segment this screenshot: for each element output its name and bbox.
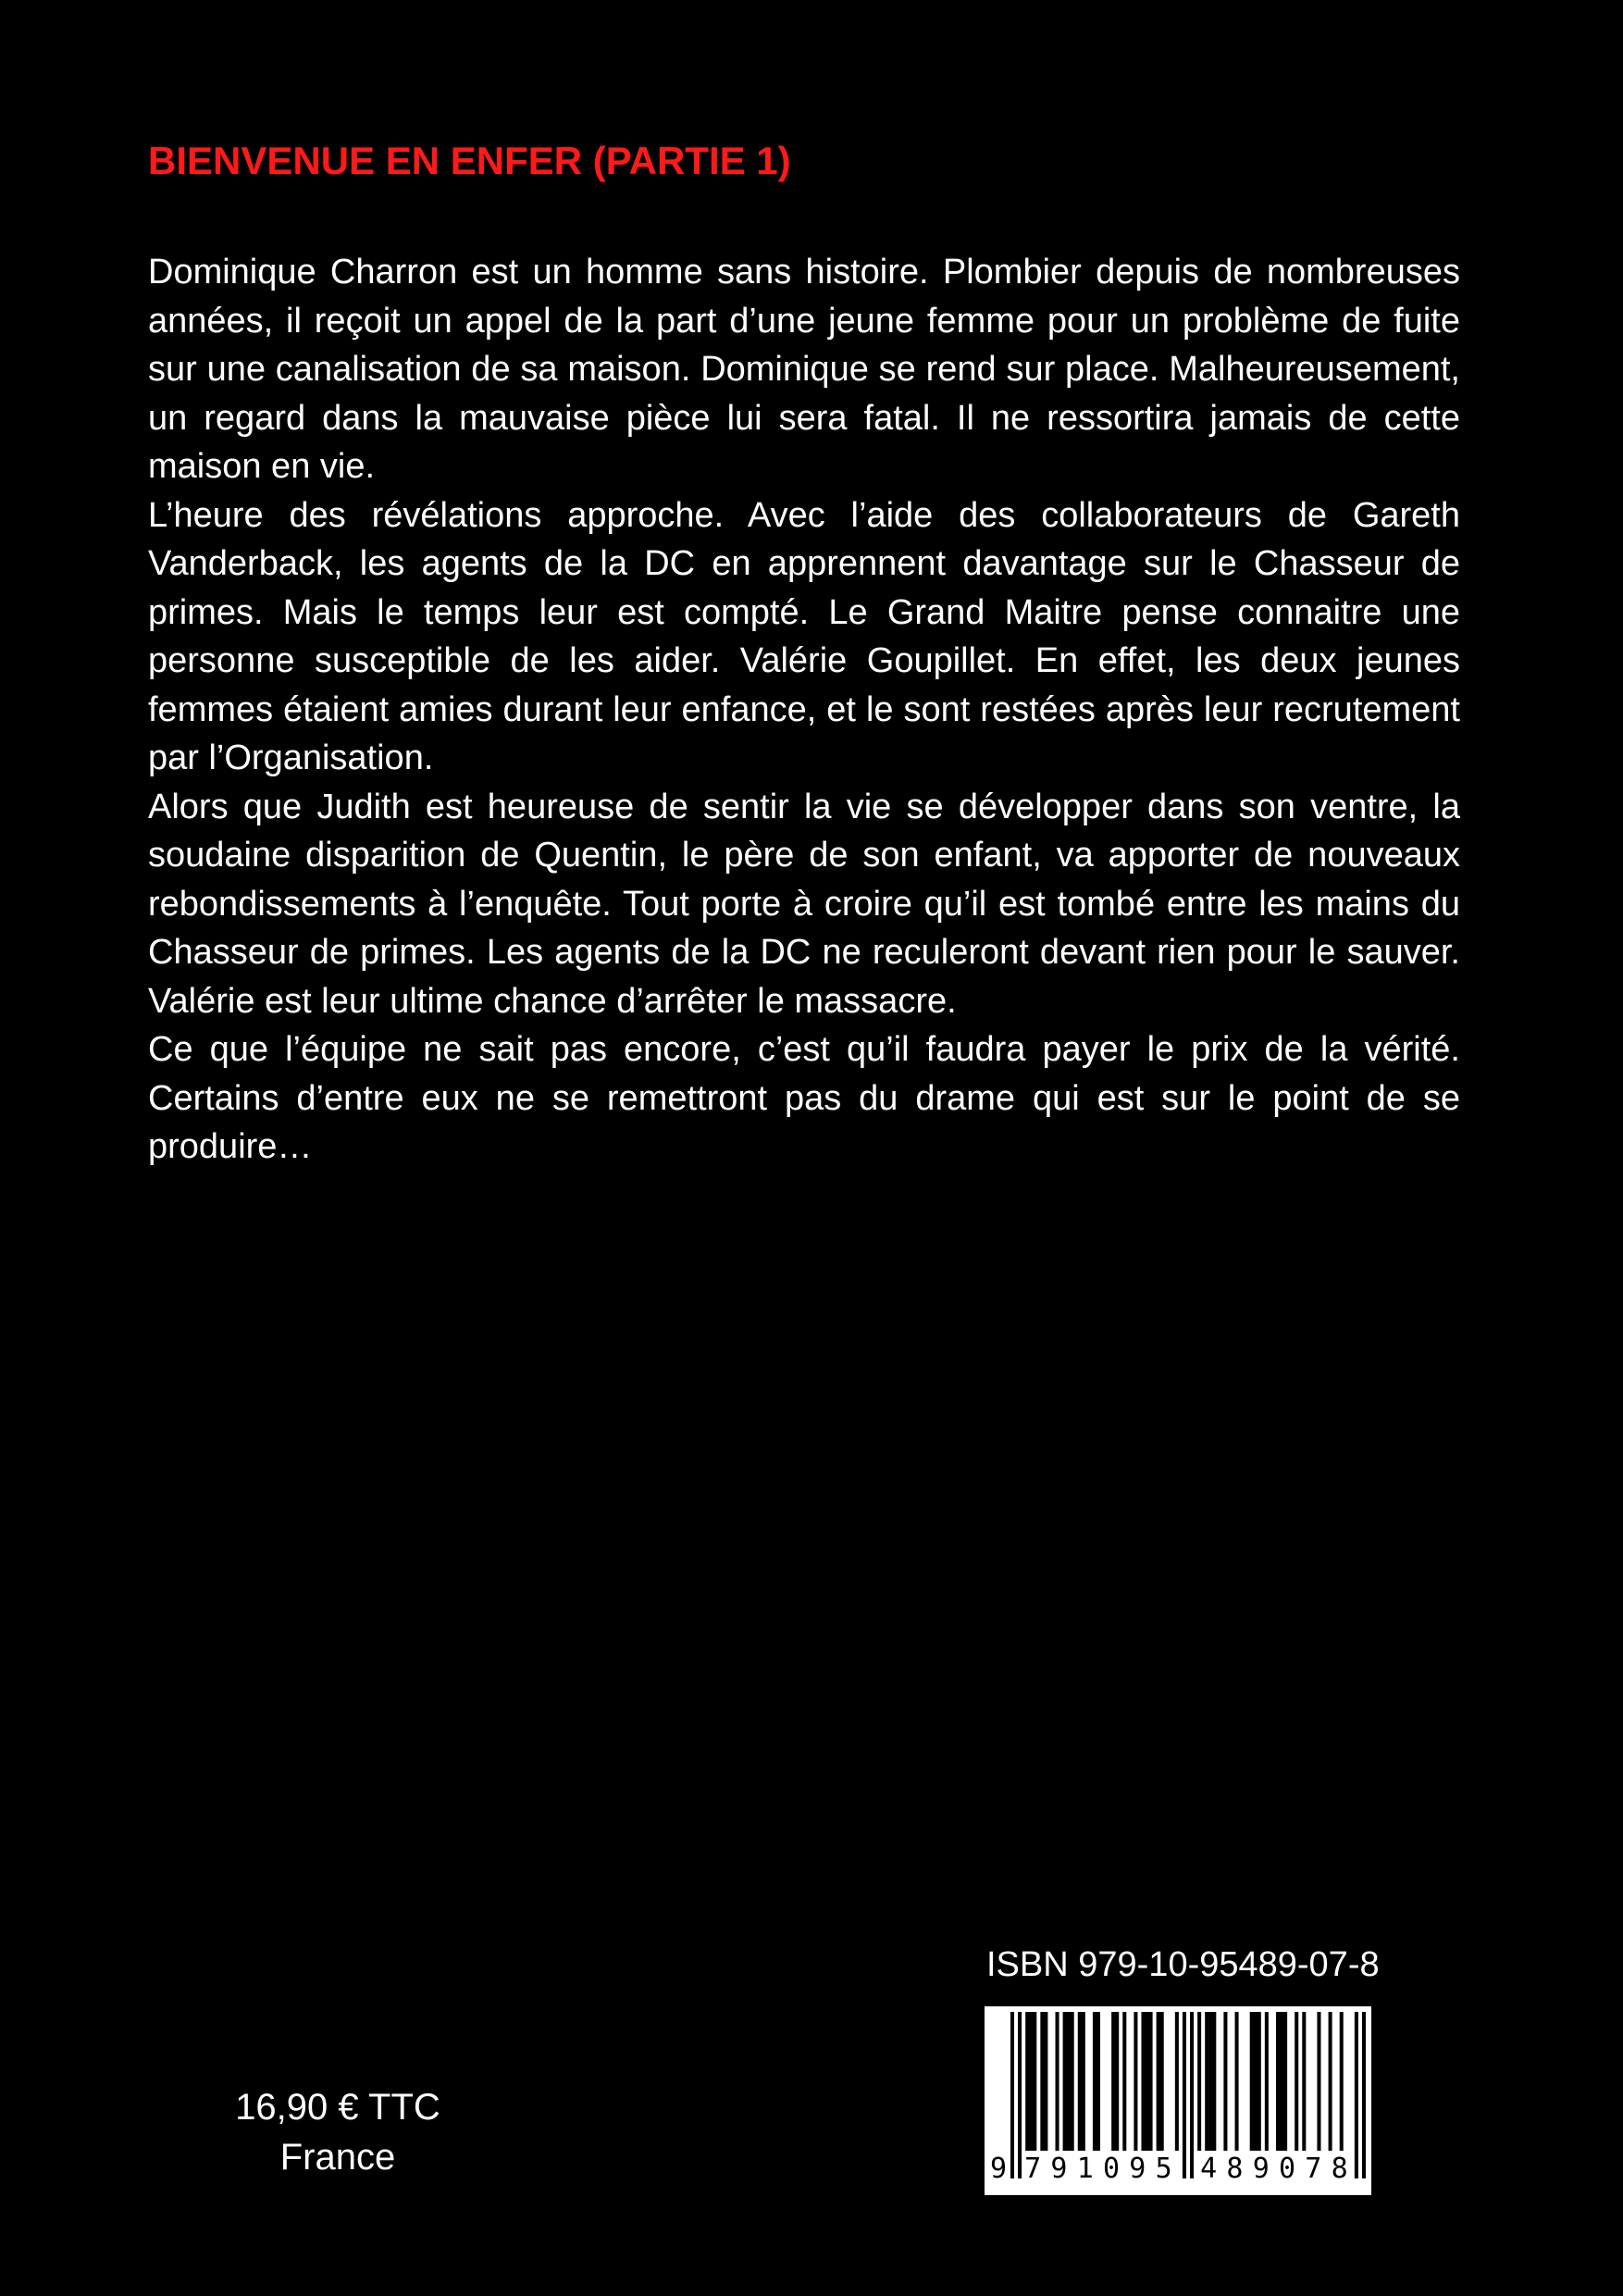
barcode-bar: [1302, 2012, 1306, 2151]
price-amount: 16,90 € TTC: [235, 2087, 440, 2128]
barcode-digit: 4: [1200, 2153, 1218, 2185]
barcode-digit: 7: [1024, 2153, 1042, 2185]
blurb-paragraph: Alors que Judith est heureuse de sentir la vie se développer dans son ventre, la soudaine disparition de Quentin, le père de son enfant, va apporter de nouveaux rebondissements à l’enquête. Tout porte à croire qu’il est tombé entre les mains du Chasseur de primes. Les agents de la DC ne reculeront devant rien pour le sauver. Valérie est leur ultime chance d’arrêter le massacre.: [148, 787, 1460, 1021]
blurb-paragraph: Dominique Charron est un homme sans histoire. Plombier depuis de nombreuses années, il reçoit un appel de la part d’une jeune femme pour un problème de fuite sur une canalisation de sa maison. Dominique se rend sur place. Malheureusement, un regard dans la mauvaise pièce lui sera fatal. Il ne ressortira jamais de cette maison en vie.: [148, 253, 1460, 486]
barcode-digit: 0: [1279, 2153, 1296, 2185]
barcode-digit: 5: [1155, 2153, 1172, 2185]
barcode-digit: 1: [1076, 2153, 1094, 2185]
barcode-digit: 9: [990, 2153, 1008, 2185]
barcode-digit: 9: [1252, 2153, 1270, 2185]
barcode-digit: 8: [1226, 2153, 1244, 2185]
barcode-bar: [1205, 2012, 1216, 2151]
barcode-bar: [1025, 2012, 1036, 2151]
barcode-bar: [1122, 2012, 1126, 2151]
barcode-bar: [1157, 2012, 1164, 2151]
barcode-bar: [1141, 2012, 1152, 2151]
isbn-label: ISBN 979-10-95489-07-8: [986, 1945, 1380, 1984]
barcode-digit: 8: [1331, 2153, 1348, 2185]
barcode-bar: [1235, 2012, 1239, 2151]
barcode-digit: 9: [1129, 2153, 1146, 2185]
barcode-bar: [1295, 2012, 1298, 2151]
barcode-bar: [1134, 2012, 1137, 2151]
barcode-bar: [1111, 2012, 1119, 2151]
barcode-bar: [1093, 2012, 1100, 2151]
barcode-bar: [1040, 2012, 1047, 2151]
barcode-bar: [1276, 2012, 1287, 2151]
barcode-digits: [985, 2153, 1371, 2193]
barcode: [985, 2006, 1371, 2195]
barcode-bar: [1197, 2012, 1201, 2151]
barcode-bar: [1265, 2012, 1269, 2151]
barcode-bar: [1329, 2012, 1332, 2151]
barcode-digit: 9: [1050, 2153, 1068, 2185]
barcode-digit: 7: [1305, 2153, 1322, 2185]
barcode-bar: [1175, 2012, 1179, 2151]
price-block: [204, 2082, 472, 2182]
barcode-bar: [1078, 2012, 1085, 2151]
barcode-bar: [1317, 2012, 1320, 2151]
blurb: [148, 248, 1460, 1172]
blurb-paragraph: L’heure des révélations approche. Avec l’aide des collaborateurs de Gareth Vanderback, les agents de la DC en apprennent davantage sur le Chasseur de primes. Mais le temps leur est compté. Le Grand Maitre pense connaitre une personne susceptible de les aider. Valérie Goupillet. En effet, les deux jeunes femmes étaient amies durant leur enfance, et le sont restées après leur recrutement par l’Organisation.: [148, 495, 1460, 777]
book-title: BIENVENUE EN ENFER (PARTIE 1): [148, 139, 791, 182]
barcode-bar: [1056, 2012, 1059, 2151]
barcode-bar: [1063, 2012, 1074, 2151]
blurb-paragraph: Ce que l’équipe ne sait pas encore, c’est qu’il faudra payer le prix de la vérité. Certains d’entre eux ne se remettront pas du drame qui est sur le point de se produire…: [148, 1030, 1460, 1166]
barcode-bar: [1223, 2012, 1227, 2151]
barcode-bar: [1250, 2012, 1261, 2151]
barcode-digit: 0: [1103, 2153, 1121, 2185]
price-country: France: [279, 2137, 396, 2178]
barcode-bar: [1340, 2012, 1344, 2151]
